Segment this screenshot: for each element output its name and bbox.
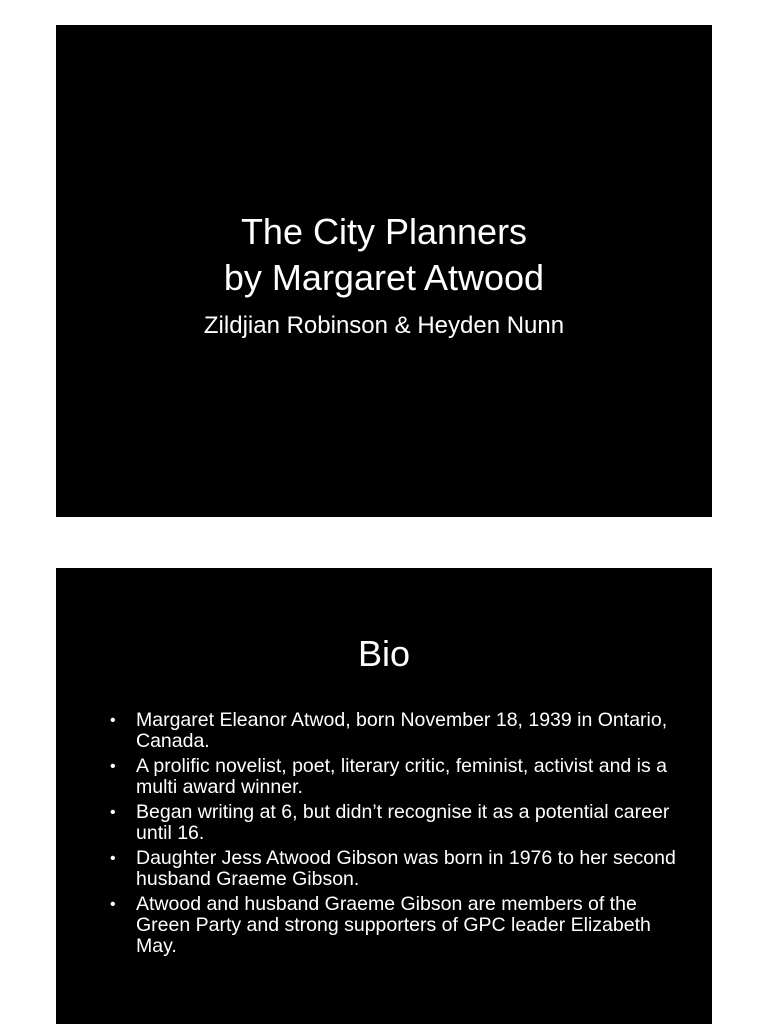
title-line-1: The City Planners [240, 211, 528, 252]
bio-bullet-item [110, 894, 680, 957]
bullet-icon: • [110, 804, 116, 821]
bullet-icon: • [110, 850, 116, 867]
bio-bullet-text: A prolific novelist, poet, literary critic, feminist, activist and is a multi award winner. [136, 755, 668, 798]
bio-bullet-item [110, 710, 680, 752]
title-line-2: by Margaret Atwood [223, 257, 545, 298]
authors-subtitle: Zildjian Robinson & Heyden Nunn [203, 312, 565, 339]
bio-bullet-item [110, 802, 680, 844]
bullet-icon: • [110, 712, 116, 729]
bio-bullet-item [110, 848, 680, 890]
bio-bullet-text: Atwood and husband Graeme Gibson are members of the Green Party and strong supporters of GPC leader Elizabeth May. [136, 893, 651, 957]
bio-slide [56, 568, 712, 1024]
slide-title [56, 209, 712, 301]
bio-title: Bio [357, 633, 411, 674]
bio-bullet-text: Daughter Jess Atwood Gibson was born in 1976 to her second husband Graeme Gibson. [136, 847, 676, 890]
bio-bullet-text: Margaret Eleanor Atwod, born November 18, 1939 in Ontario, Canada. [136, 709, 668, 752]
bullet-icon: • [110, 758, 116, 775]
bio-bullet-item [110, 756, 680, 798]
bio-bullet-list [110, 710, 680, 961]
title-slide [56, 25, 712, 517]
bullet-icon: • [110, 896, 116, 913]
bio-bullet-text: Began writing at 6, but didn’t recognise it as a potential career until 16. [136, 801, 670, 844]
